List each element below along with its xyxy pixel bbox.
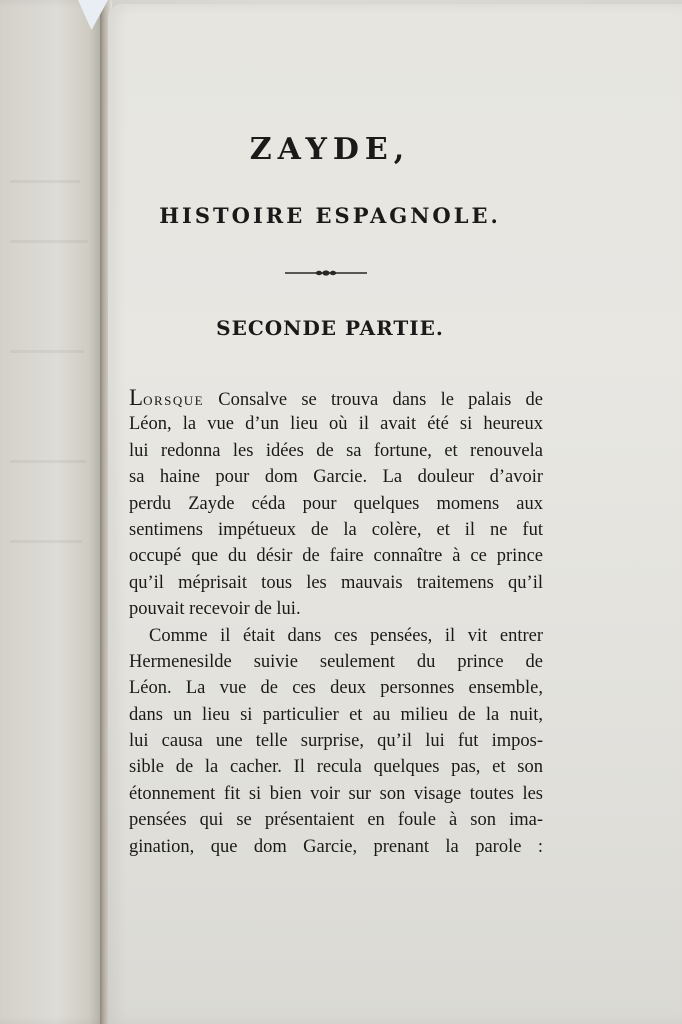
book-subtitle: HISTOIRE ESPAGNOLE.: [159, 203, 501, 228]
show-through-text: [10, 460, 86, 463]
text-line: étonnement fit si bien voir sur son visage toutes les: [129, 783, 543, 804]
text-line: lui causa une telle surprise, qu’il lui fut impos-: [129, 731, 543, 752]
text-line: Léon. La vue de ces deux personnes ensemble,: [129, 678, 543, 699]
text-line: perdu Zayde céda pour quelques momens aux: [129, 493, 543, 514]
show-through-text: [10, 240, 88, 243]
text-line: lui redonna les idées de sa fortune, et renouvela: [129, 440, 543, 461]
left-page: [0, 0, 105, 1024]
text-line: sa haine pour dom Garcie. La douleur d’avoir: [129, 467, 543, 488]
part-heading: SECONDE PARTIE.: [216, 316, 444, 340]
text-line: [129, 385, 543, 411]
text-line: pensées qui se présentaient en foule à son ima-: [129, 810, 543, 831]
book-title: ZAYDE,: [249, 132, 411, 167]
text-line: dans un lieu si particulier et au milieu de la nuit,: [129, 704, 543, 725]
text-line: sentimens impétueux de la colère, et il ne fut: [129, 519, 543, 540]
text-line: Léon, la vue d’un lieu où il avait été si heureux: [129, 414, 543, 435]
text-line: gination, que dom Garcie, prenant la parole :: [129, 836, 543, 857]
text-line: pouvait recevoir de lui.: [129, 599, 301, 620]
text-line: qu’il méprisait tous les mauvais traitemens qu’il: [129, 572, 543, 593]
text-line: Comme il était dans ces pensées, il vit entrer: [149, 625, 543, 646]
show-through-text: [10, 350, 84, 353]
text-line: sible de la cacher. Il recula quelques pas, et son: [129, 757, 543, 778]
show-through-text: [10, 540, 82, 543]
show-through-text: [10, 180, 80, 183]
initial-word-rest: ORSQUE: [143, 393, 205, 408]
body-text: [129, 385, 543, 860]
text-line-content: Consalve se trouva dans le palais de: [204, 390, 543, 410]
ornament-rule: [285, 268, 367, 278]
right-page: [108, 4, 682, 1024]
text-line: occupé que du désir de faire connaître à ce prince: [129, 546, 543, 567]
text-line: Hermenesilde suivie seulement du prince de: [129, 651, 543, 672]
initial-letter: L: [129, 385, 144, 410]
